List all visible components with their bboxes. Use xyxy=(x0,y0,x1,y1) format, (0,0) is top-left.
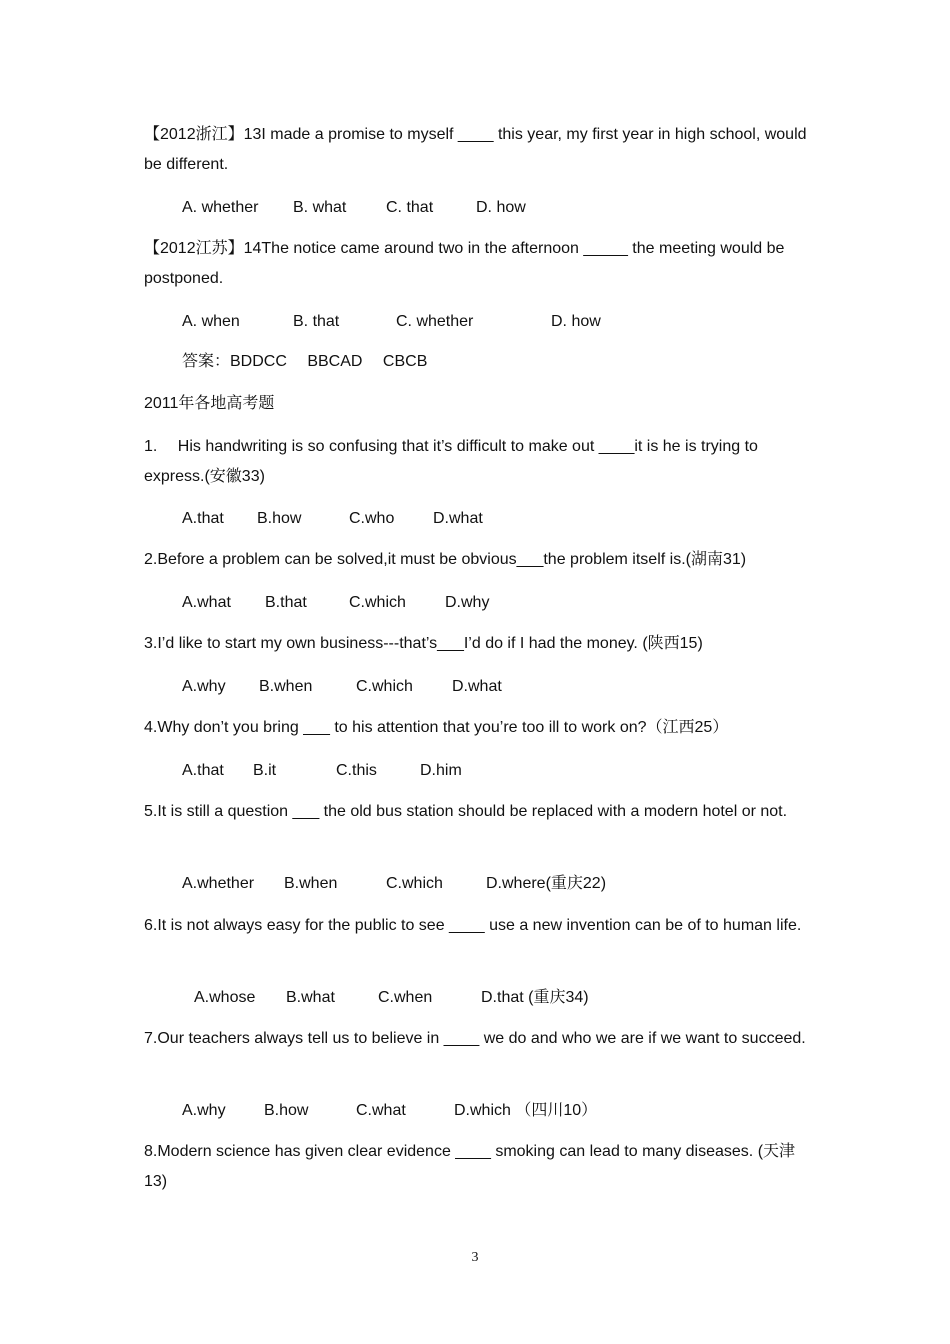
answer-key-text: 答案：BDDCC BBCAD CBCB xyxy=(182,353,428,370)
option-b: B.how xyxy=(264,1102,309,1119)
option-d: D. how xyxy=(551,313,601,330)
option-d: D.which （四川10） xyxy=(454,1102,598,1119)
option-a: A.whether xyxy=(182,875,255,892)
option-a: A. when xyxy=(182,313,240,330)
option-b: B.when xyxy=(284,875,338,892)
page-number: 3 xyxy=(471,1250,479,1265)
option-a: A.what xyxy=(182,594,231,611)
option-d: D.why xyxy=(445,594,490,611)
question-stem-6: 6.It is not always easy for the public to see ____ use a new invention can be of to human life. xyxy=(144,917,802,934)
option-d: D.that (重庆34) xyxy=(481,989,589,1006)
option-b: B. that xyxy=(293,313,340,330)
option-b: B.when xyxy=(259,678,313,695)
option-a: A.why xyxy=(182,1102,226,1119)
section-title: 2011年各地高考题 xyxy=(144,395,275,412)
question-stem-3: 3.I’d like to start my own business---that’s___I’d do if I had the money. (陕西15) xyxy=(144,635,703,652)
option-a: A.that xyxy=(182,762,224,779)
option-c: C. whether xyxy=(396,313,474,330)
option-a: A.that xyxy=(182,510,224,527)
option-d: D.what xyxy=(433,510,483,527)
option-d: D.what xyxy=(452,678,502,695)
option-c: C.who xyxy=(349,510,395,527)
question-stem-5: 5.It is still a question ___ the old bus station should be replaced with a modern hotel or not. xyxy=(144,803,788,820)
option-c: C.which xyxy=(356,678,413,695)
option-b: B.that xyxy=(265,594,307,611)
option-c: C.which xyxy=(386,875,443,892)
option-c: C. that xyxy=(386,199,434,216)
question-stem-1: 1. His handwriting is so confusing that it’s difficult to make out ____it is he is trying to express.(安徽33) xyxy=(144,438,758,485)
option-c: C.which xyxy=(349,594,406,611)
question-stem-2012-jiangsu: 【2012江苏】14The notice came around two in the afternoon _____ the meeting would be postponed. xyxy=(144,240,785,287)
option-b: B.how xyxy=(257,510,302,527)
option-d: D.him xyxy=(420,762,462,779)
option-c: C.when xyxy=(378,989,433,1006)
question-stem-2: 2.Before a problem can be solved,it must be obvious___the problem itself is.(湖南31) xyxy=(144,551,747,568)
question-stem-4: 4.Why don’t you bring ___ to his attention that you’re too ill to work on?（江西25） xyxy=(144,719,729,736)
option-a: A. whether xyxy=(182,199,259,216)
option-b: B.it xyxy=(253,762,277,779)
option-d: D. how xyxy=(476,199,526,216)
option-c: C.what xyxy=(356,1102,406,1119)
option-c: C.this xyxy=(336,762,377,779)
option-a: A.why xyxy=(182,678,226,695)
question-stem-2012-zhejiang: 【2012浙江】13I made a promise to myself ____ this year, my first year in high school, would be different. xyxy=(144,126,807,173)
question-stem-7: 7.Our teachers always tell us to believe in ____ we do and who we are if we want to succeed. xyxy=(144,1030,806,1047)
option-a: A.whose xyxy=(194,989,256,1006)
question-stem-8: 8.Modern science has given clear evidence ____ smoking can lead to many diseases. (天津13) xyxy=(144,1143,796,1190)
option-b: B. what xyxy=(293,199,347,216)
option-b: B.what xyxy=(286,989,335,1006)
option-d: D.where(重庆22) xyxy=(486,875,607,892)
